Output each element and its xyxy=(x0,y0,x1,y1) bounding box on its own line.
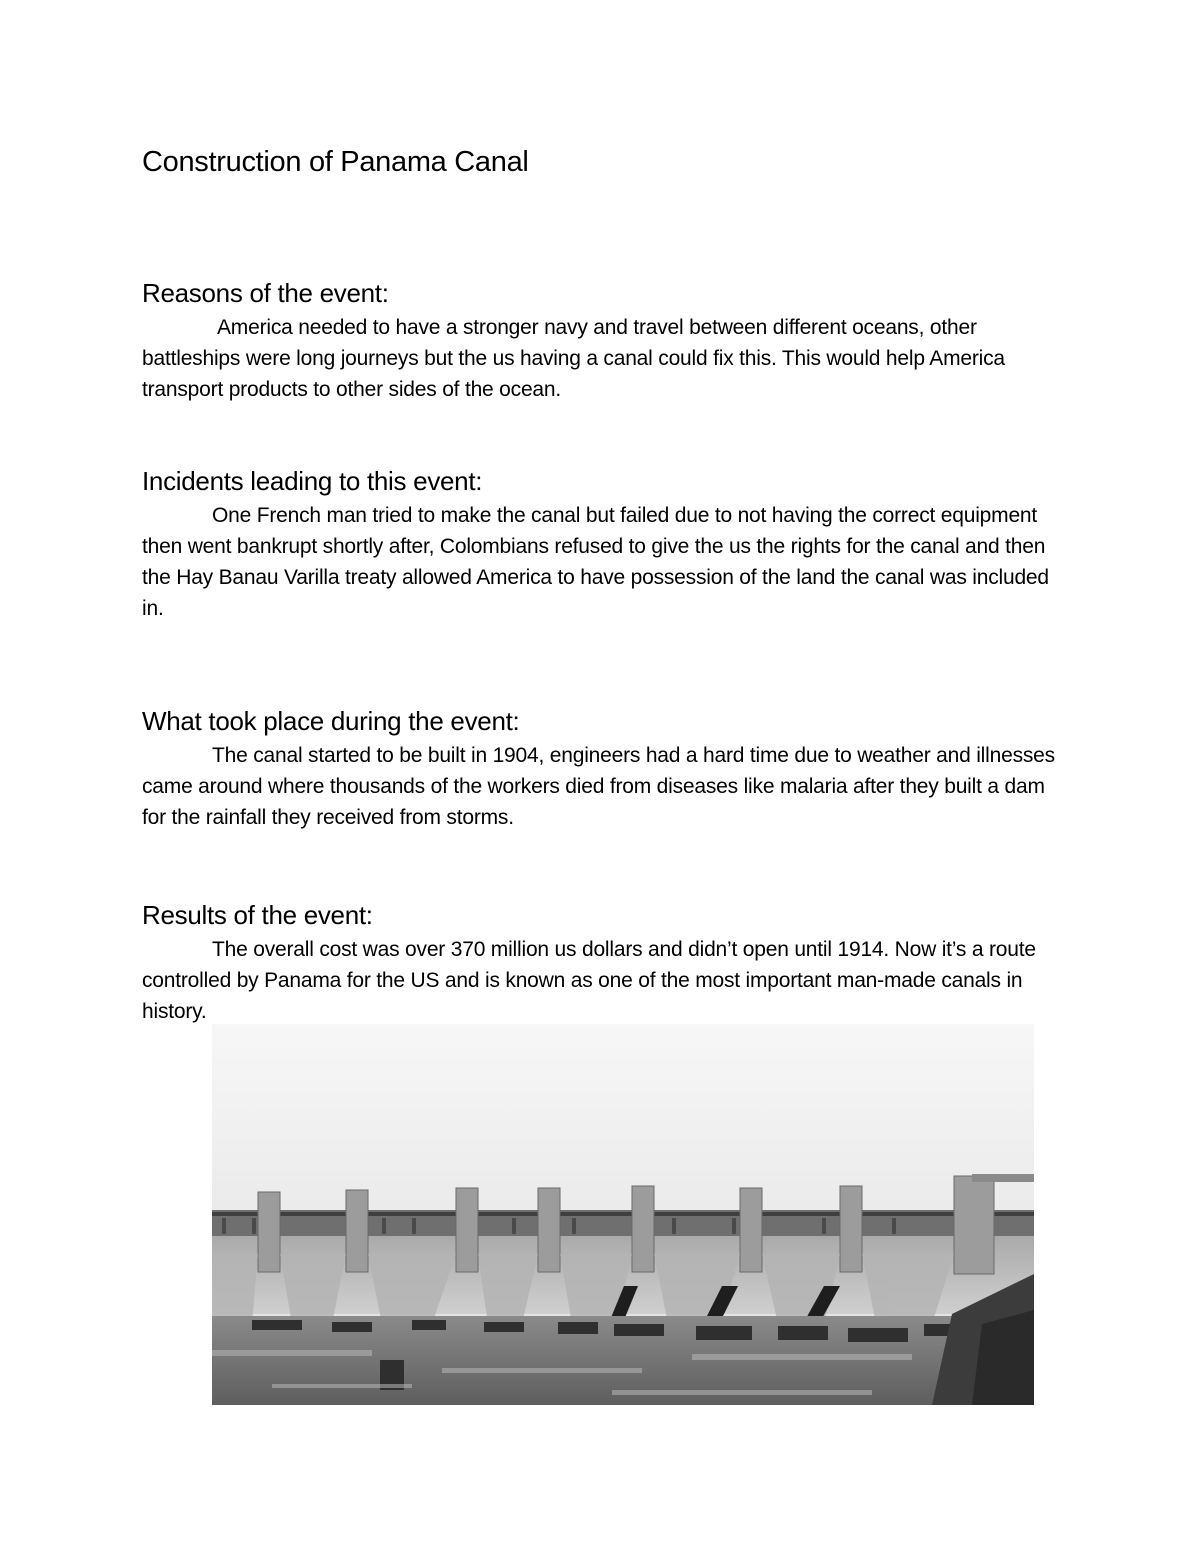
section-heading-during: What took place during the event: xyxy=(142,706,520,736)
section-heading-incidents: Incidents leading to this event: xyxy=(142,466,483,496)
section-heading-reasons: Reasons of the event: xyxy=(142,278,389,308)
section-reasons xyxy=(142,276,1062,405)
section-during xyxy=(142,704,1062,833)
section-body-during: The canal started to be built in 1904, engineers had a hard time due to weather and illnesses came around where thousands of the workers died from diseases like malaria after they built a dam for the rainfall they received from storms. xyxy=(142,744,1055,829)
section-body-incidents: One French man tried to make the canal but failed due to not having the correct equipment then went bankrupt shortly after, Colombians refused to give the us the rights for the canal and then the Hay Banau Varilla treaty allowed America to have possession of the land the canal was included in. xyxy=(142,504,1049,620)
section-body-results: The overall cost was over 370 million us dollars and didn’t open until 1914. Now it’s a route controlled by Panama for the US and is known as one of the most important man-made canals in history. xyxy=(142,938,1036,1023)
section-heading-results: Results of the event: xyxy=(142,900,373,930)
canal-dam-photo xyxy=(212,1024,1034,1405)
section-body-reasons: America needed to have a stronger navy and travel between different oceans, other battleships were long journeys but the us having a canal could fix this. This would help America transport products to other sides of the ocean. xyxy=(142,316,1005,401)
document-title: Construction of Panama Canal xyxy=(142,146,529,178)
section-results xyxy=(142,898,1062,1027)
section-incidents xyxy=(142,464,1062,624)
